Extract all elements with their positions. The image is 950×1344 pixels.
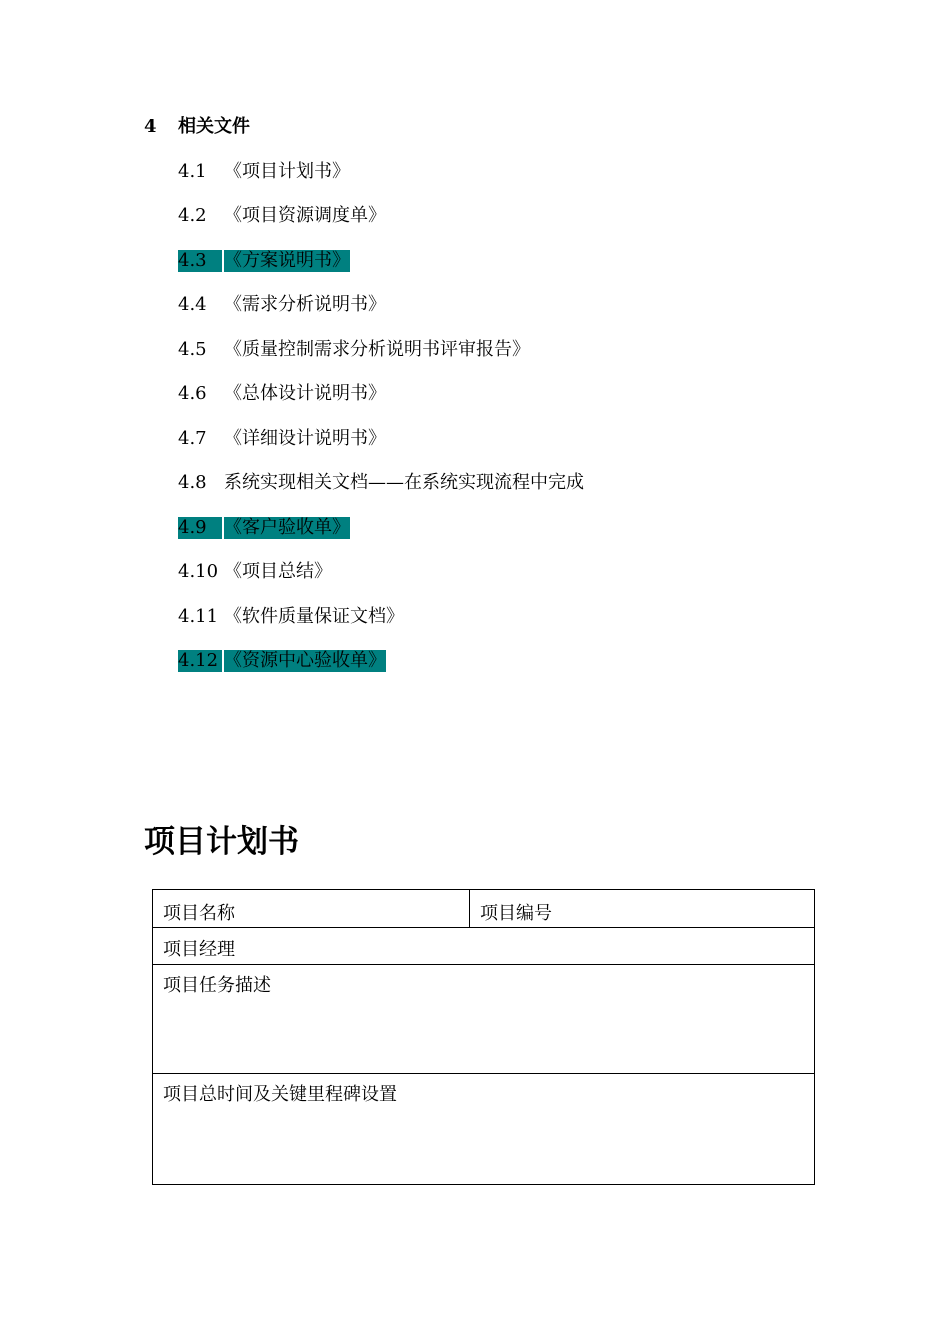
item-number: 4.3: [178, 250, 222, 272]
section-heading: [144, 115, 250, 139]
item-title: 系统实现相关文档——在系统实现流程中完成: [224, 472, 584, 493]
project-plan-form: [152, 889, 815, 1185]
item-title: 《项目总结》: [224, 561, 332, 582]
project-manager-label: 项目经理: [163, 939, 235, 960]
item-title: 《客户验收单》: [224, 517, 350, 538]
item-number: 4.1: [178, 161, 207, 182]
item-number: 4.8: [178, 472, 207, 493]
project-name-cell[interactable]: [153, 890, 470, 928]
project-number-cell[interactable]: [470, 890, 815, 928]
item-title: 《软件质量保证文档》: [224, 606, 404, 627]
item-number: 4.12: [178, 650, 222, 672]
project-number-label: 项目编号: [480, 903, 552, 924]
form-row: [153, 1074, 815, 1185]
task-description-label: 项目任务描述: [163, 975, 271, 996]
item-number: 4.2: [178, 205, 207, 226]
item-title: 《总体设计说明书》: [224, 383, 386, 404]
item-number: 4.7: [178, 428, 207, 449]
form-row: [153, 890, 815, 928]
item-number: 4.6: [178, 383, 207, 404]
form-row: [153, 928, 815, 965]
item-number: 4.10: [178, 561, 219, 582]
project-manager-cell[interactable]: [153, 928, 815, 965]
section-title: 相关文件: [178, 116, 250, 137]
item-title: 《项目计划书》: [224, 161, 350, 182]
item-title: 《资源中心验收单》: [224, 650, 386, 671]
item-title: 《详细设计说明书》: [224, 428, 386, 449]
milestones-label: 项目总时间及关键里程碑设置: [163, 1084, 397, 1105]
item-title: 《质量控制需求分析说明书评审报告》: [224, 339, 530, 360]
item-number: 4.9: [178, 517, 222, 539]
item-number: 4.4: [178, 294, 207, 315]
form-row: [153, 965, 815, 1074]
item-title: 《项目资源调度单》: [224, 205, 386, 226]
document-title: 项目计划书: [144, 824, 299, 860]
item-title: 《需求分析说明书》: [224, 294, 386, 315]
milestones-cell[interactable]: [153, 1074, 815, 1185]
section-number: 4: [144, 116, 157, 137]
item-number: 4.11: [178, 606, 219, 627]
project-name-label: 项目名称: [163, 903, 235, 924]
item-number: 4.5: [178, 339, 207, 360]
task-description-cell[interactable]: [153, 965, 815, 1074]
item-title: 《方案说明书》: [224, 250, 350, 271]
